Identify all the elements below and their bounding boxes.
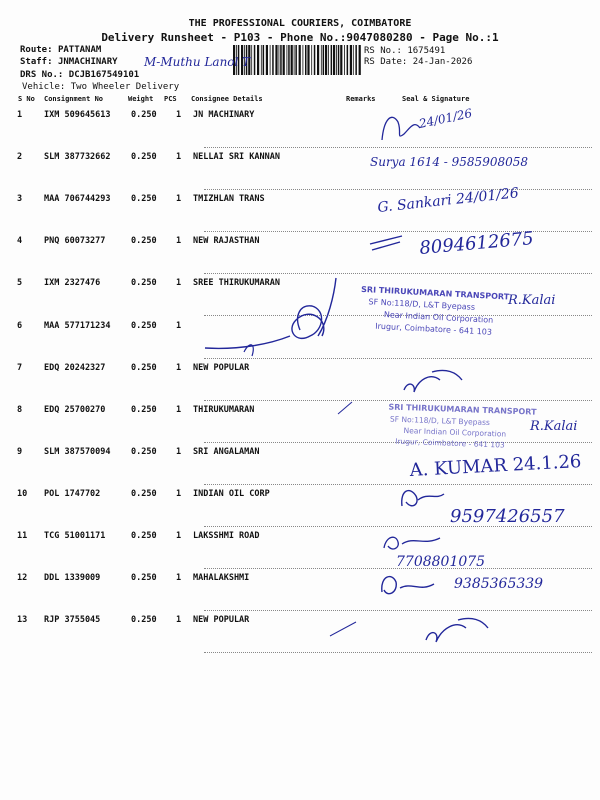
row-consignee-details: MAHALAKSHMI [193,573,250,584]
row-pcs: 1 [176,110,182,120]
row-weight: 0.250 [131,573,157,584]
row-weight: 0.250 [131,110,157,120]
row-consignment-no: EDQ 20242327 [44,362,106,373]
stamp-b-line4: Irugur, Coimbatore - 641 103 [395,436,505,450]
row-pcs: 1 [176,573,182,584]
row-sno: 11 [17,531,28,541]
row-sno: 13 [17,615,28,626]
row-consignee-details: NEW POPULAR [193,362,250,373]
tick-mark-13 [330,622,356,636]
stamp-a-sign: R.Kalai [508,293,556,308]
row-pcs: 1 [176,362,182,373]
row-weight: 0.250 [131,446,157,457]
sig11-text: 9597426557 [450,506,565,527]
row-consignee-details: SREE THIRUKUMARAN [193,278,280,289]
sig13-scribble [382,577,434,594]
row-sno: 2 [17,152,23,163]
col-weight: Weight [128,95,154,103]
row-sno: 10 [17,488,28,499]
row-weight: 0.250 [131,194,157,205]
stamp-b-sign: R.Kalai [530,419,578,434]
row-pcs: 1 [176,404,182,415]
row-consignment-no: DDL 1339009 [44,573,101,584]
tick-mark [338,402,352,414]
row-weight: 0.250 [131,152,157,163]
runsheet-title: Delivery Runsheet - P103 - Phone No.:9047080280 - Page No.:1 [101,31,499,44]
col-consignee: Consignee Details [191,95,263,103]
row-weight: 0.250 [131,488,157,499]
row-consignee-details: INDIAN OIL CORP [193,488,270,499]
sig13b-scribble [426,618,488,642]
sig7-scribble [404,370,462,392]
col-consignment: Consignment No [44,95,104,103]
row-consignee-details: TMIZHLAN TRANS [193,194,265,205]
row-consignment-no: RJP 3755045 [44,615,101,626]
stamp-thirukumaran-a [359,285,510,338]
row-weight: 0.250 [131,278,157,289]
row-pcs: 1 [176,488,182,499]
sig12-text: 7708801075 [396,554,486,570]
row-sno: 4 [17,236,23,247]
row-weight: 0.250 [131,236,157,247]
row-sno: 8 [17,404,23,415]
row-weight: 0.250 [131,320,157,331]
row-consignment-no: MAA 706744293 [44,194,111,205]
row-consignment-no: IXM 2327476 [44,278,101,289]
row-pcs: 1 [176,152,182,163]
col-sno: S No [18,95,35,103]
drs-label: DRS No.: [20,70,64,80]
row-sno: 5 [17,278,23,289]
sig4-strike [370,236,402,250]
sig13-text: 9385365339 [454,576,544,592]
row-consignment-no: IXM 509645613 [44,110,111,120]
sig6-scribble [205,278,336,348]
row-weight: 0.250 [131,615,157,626]
stamp-b-line1: SRI THIRUKUMARAN TRANSPORT [388,402,537,417]
stamp-a-line2: SF No:118/D, L&T Byepass [368,297,476,312]
row-consignee-details: LAKSSHMI ROAD [193,531,260,541]
sig12-scribble [384,537,440,549]
row-consignee-details: NEW RAJASTHAN [193,236,260,247]
sig1-text: 24/01/26 [417,106,474,131]
row-consignment-no: EDQ 25700270 [44,404,106,415]
row-pcs: 1 [176,278,182,289]
sig4-text: 8094612675 [418,228,535,259]
row-sno: 1 [17,110,23,120]
row-consignee-details: SRI ANGALAMAN [193,446,260,457]
row-pcs: 1 [176,531,182,541]
row-weight: 0.250 [131,362,157,373]
row-pcs: 1 [176,236,182,247]
row-consignee-details: NELLAI SRI KANNAN [193,152,280,163]
row-sno: 7 [17,362,23,373]
col-seal-signature: Seal & Signature [402,95,470,103]
vehicle-line: Vehicle: Two Wheeler Delivery [22,82,180,92]
row-consignee-details: JN MACHINARY [193,110,255,120]
drs-value: DCJB167549101 [68,70,140,80]
sig2-text: Surya 1614 - 9585908058 [370,155,529,169]
stamp-a-line4: Irugur, Coimbatore - 641 103 [375,321,493,337]
row-sno: 12 [17,573,28,584]
col-remarks: Remarks [346,95,376,103]
row-consignment-no: POL 1747702 [44,488,101,499]
col-pcs: PCS [164,95,177,103]
row-consignment-no: PNQ 60073277 [44,236,106,247]
row-consignment-no: MAA 577171234 [44,320,111,331]
sig11-scribble [402,491,444,506]
rs-no: RS No.: 1675491 [364,46,446,56]
row-consignee-details: THIRUKUMARAN [193,404,255,415]
row-weight: 0.250 [131,531,157,541]
row-weight: 0.250 [131,404,157,415]
row-pcs: 1 [176,320,182,331]
staff-signature-text: M-Muthu Lanol T [144,55,251,69]
stamp-thirukumaran-b [387,402,537,450]
row-consignment-no: SLM 387732662 [44,152,111,163]
row-consignment-no: SLM 387570094 [44,446,111,457]
row-pcs: 1 [176,446,182,457]
stamp-b-line2: SF No:118/D, L&T Byepass [389,414,491,428]
stamp-a-line1: SRI THIRUKUMARAN TRANSPORT [360,284,510,302]
sig1-scribble [382,117,420,140]
stamp-b-line3: Near Indian Oil Corporation [403,426,507,439]
sig3-text: G. Sankari 24/01/26 [376,185,520,216]
row-consignee-details: NEW POPULAR [193,615,250,626]
row-sno: 6 [17,320,23,331]
row-pcs: 1 [176,615,182,626]
staff-label: Staff: [20,57,53,67]
row-sno: 3 [17,194,23,205]
company-title: THE PROFESSIONAL COURIERS, COIMBATORE [188,18,412,29]
row-pcs: 1 [176,194,182,205]
stamp-a-line3: Near Indian Oil Corporation [383,310,494,325]
sig10-text: A. KUMAR 24.1.26 [409,451,582,481]
route-value: PATTANAM [57,45,102,55]
staff-value: JNMACHINARY [57,57,118,67]
row-consignment-no: TCG 51001171 [44,531,106,541]
row-sno: 9 [17,446,23,457]
rs-date: RS Date: 24-Jan-2026 [364,57,473,67]
route-label: Route: [20,45,53,55]
